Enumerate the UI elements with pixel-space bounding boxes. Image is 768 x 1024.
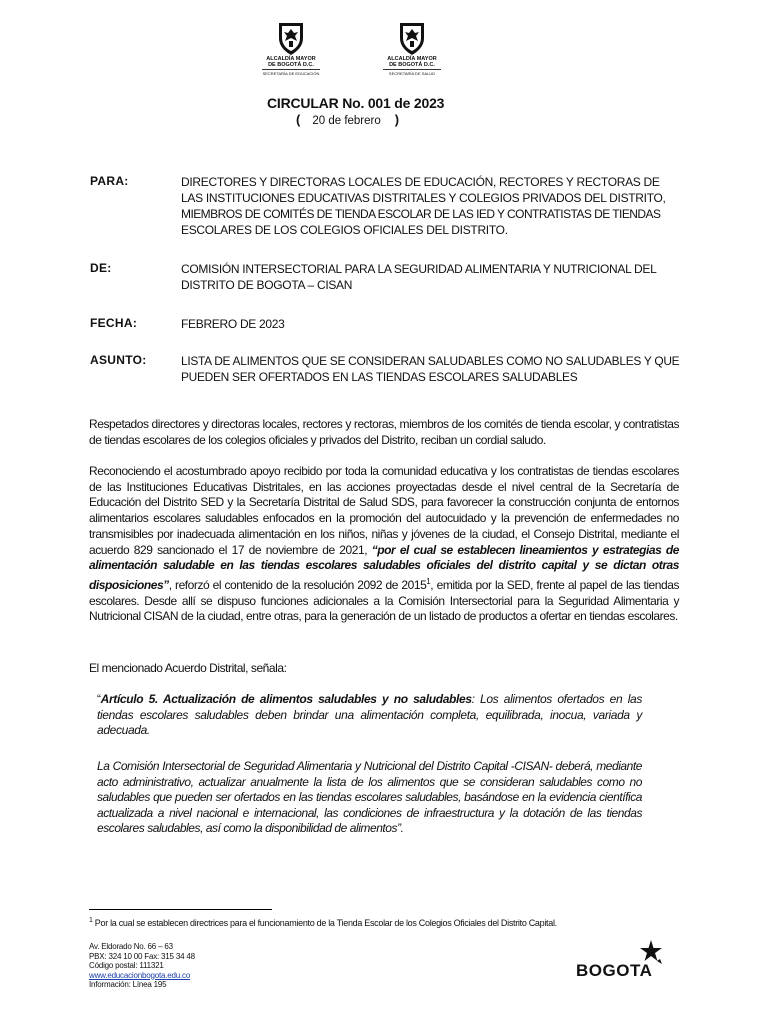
address-block [89, 942, 195, 990]
seal-right-line3: SECRETARÍA DE SALUD [383, 69, 441, 76]
seal-right-line2: DE BOGOTÁ D.C. [389, 62, 435, 68]
greeting-paragraph: Respetados directores y directoras locales, rectores y rectoras, miembros de los comités de tienda escolar, y contratistas de tiendas escolares de los colegios oficiales y privados del Distrito, reciban un cordial saludo. [89, 417, 679, 447]
context-text-a: Reconociendo el acostumbrado apoyo recibido por toda la comunidad educativa y los contratistas de tiendas escolares de las Instituciones Educativas Distritales, en las acciones proyectadas desde el nivel central de la Secretaría de Educación del Distrito SED y la Secretaría Distrital de Salud SDS, para favorecer la construcción conjunta de entornos alimentarios escolares saludables enfocados en la promoción del autocuidado y la prevención de enfermedades no transmisibles por inadecuada alimentación en los niños, niñas y jóvenes de la ciudad, el Consejo Distrital, mediante el acuerdo 829 sancionado el 17 de noviembre de 2021, [89, 464, 679, 557]
para-line: MIEMBROS DE COMITÉS DE TIENDA ESCOLAR DE LAS IED Y CONTRATISTAS DE TIENDAS [181, 207, 661, 221]
para-label: PARA: [90, 174, 129, 188]
asunto-label: ASUNTO: [90, 353, 147, 367]
asunto-line: LISTA DE ALIMENTOS QUE SE CONSIDERAN SALUDABLES COMO NO SALUDABLES Y QUE [181, 354, 680, 368]
context-text-d: , emitida por la SED, frente al papel de las tiendas escolares. Desde allí se dispuso funciones adicionales a la Comisión Intersectorial para la Seguridad Alimentaria y Nutricional CISAN de la ciudad, entre otras, para la generación de un listado de productos a ofertar en tiendas escolares. [89, 577, 680, 624]
website-link[interactable]: www.educacionbogota.edu.co [89, 970, 191, 980]
de-line: COMISIÓN INTERSECTORIAL PARA LA SEGURIDAD ALIMENTARIA Y NUTRICIONAL DEL [181, 262, 657, 276]
para-value [181, 174, 666, 238]
context-text-c: , reforzó el contenido de la resolución 2092 de 2015 [168, 577, 427, 592]
coat-of-arms-icon [276, 20, 306, 56]
quote-cisan-duty: La Comisión Intersectorial de Seguridad Alimentaria y Nutricional del Distrito Capital -CISAN- deberá, mediante acto administrativo, actualizar anualmente la lista de los alimentos que se consideran saludables como no saludables que pueden ser ofertados en las tiendas escolares saludables, basándose en la evidencia científica actualizada a nivel nacional e internacional, las condiciones de infraestructura y la dotación de las tiendas escolares saludables, así como la disponibilidad de alimentos”. [97, 759, 642, 836]
footnote-number: 1 [89, 917, 93, 924]
seal-left [262, 20, 320, 76]
seal-left-line2: DE BOGOTÁ D.C. [268, 62, 314, 68]
date-open-paren: ( [296, 112, 301, 127]
acuerdo-title: “por el cual se establecen lineamientos y estrategias de alimentación saludable en las tiendas escolares saludables oficiales del distrito capital y se dictan otras disposiciones” [89, 542, 679, 592]
quote-article-5 [97, 692, 642, 739]
phone-line: PBX: 324 10 00 Fax: 315 34 48 [89, 951, 195, 961]
date-value: 20 de febrero [312, 115, 381, 127]
quote-open-mark: “ [97, 692, 101, 706]
de-value [181, 261, 657, 293]
seal-right-line1: ALCALDÍA MAYOR [387, 56, 437, 62]
asunto-value [181, 353, 681, 385]
fecha-label: FECHA: [90, 316, 138, 330]
address-line: Av. Eldorado No. 66 – 63 [89, 942, 173, 951]
coat-of-arms-icon [397, 20, 427, 56]
info-line: Información: Línea 195 [89, 980, 167, 989]
de-label: DE: [90, 261, 112, 275]
para-line: ESCOLARES DE LOS COLEGIOS OFICIALES DEL DISTRITO. [181, 223, 508, 237]
postal-line: Código postal: 111321 [89, 961, 164, 970]
context-paragraph [89, 464, 679, 625]
bogota-wordmark: BOGOTA [576, 961, 653, 980]
bogota-logo [576, 937, 666, 987]
intro-quote-paragraph: El mencionado Acuerdo Distrital, señala: [89, 661, 287, 675]
footnote [89, 917, 557, 928]
para-line: DIRECTORES Y DIRECTORAS LOCALES DE EDUCACIÓN, RECTORES Y RECTORAS DE [181, 175, 660, 189]
seal-left-line3: SECRETARÍA DE EDUCACIÓN [262, 71, 320, 76]
seal-right [383, 20, 441, 76]
footnote-ref: 1 [426, 576, 431, 586]
circular-title: CIRCULAR No. 001 de 2023 [267, 95, 445, 111]
de-line: DISTRITO DE BOGOTA – CISAN [181, 278, 353, 292]
seal-left-line1: ALCALDÍA MAYOR [266, 56, 316, 62]
article-5-text: : Los alimentos ofertados en las tiendas escolares saludables deben brindar una alimentación completa, equilibrada, inocua, variada y adecuada. [97, 692, 642, 738]
fecha-value: FEBRERO DE 2023 [181, 317, 285, 331]
circular-date [296, 112, 399, 127]
footnote-text: Por la cual se establecen directrices para el funcionamiento de la Tienda Escolar de los Colegios Oficiales del Distrito Capital. [92, 918, 557, 928]
article-5-heading: Artículo 5. Actualización de alimentos saludables y no saludables [100, 692, 472, 706]
para-line: LAS INSTITUCIONES EDUCATIVAS DISTRITALES Y COLEGIOS PRIVADOS DEL DISTRITO, [181, 191, 666, 205]
asunto-line: PUEDEN SER OFERTADOS EN LAS TIENDAS ESCOLARES SALUDABLES [181, 370, 578, 384]
footnote-separator [89, 909, 272, 910]
date-close-paren: ) [394, 112, 400, 127]
